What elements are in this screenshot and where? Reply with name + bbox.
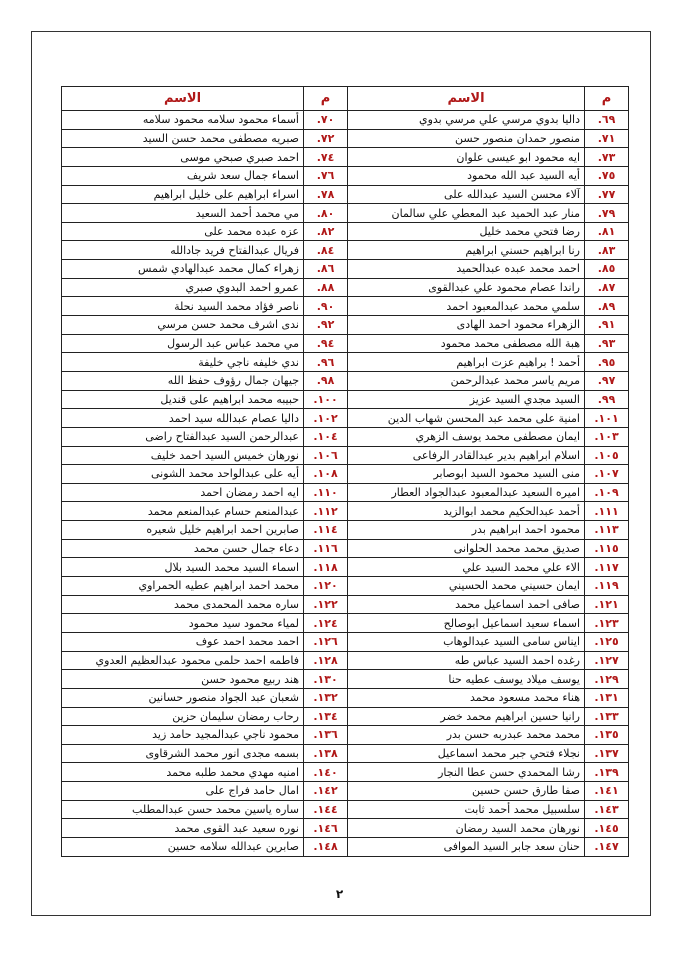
row-name: عبدالرحمن السيد عبدالفتاح راضى <box>62 427 304 446</box>
table-row <box>62 632 629 651</box>
row-name: فريال عبدالفتاح فريد جادالله <box>62 241 304 260</box>
row-name: رنا ابراهيم حسني ابراهيم <box>348 241 585 260</box>
table-row <box>62 166 629 185</box>
row-name: امال حامد فراج على <box>62 782 304 801</box>
row-number: ١٢٢. <box>304 595 348 614</box>
row-name: صابرين عبدالله سلامه حسين <box>62 837 304 856</box>
row-number: ١٠١. <box>585 409 629 428</box>
row-number: ٨٤. <box>304 241 348 260</box>
row-name: ايناس سامى السيد عبدالوهاب <box>348 632 585 651</box>
row-number: ١٤٣. <box>585 800 629 819</box>
table-row <box>62 371 629 390</box>
row-name: احمد محمد عبده عبدالحميد <box>348 260 585 279</box>
row-number: ١١٢. <box>304 502 348 521</box>
row-name: احمد صبري صبحي موسى <box>62 148 304 167</box>
row-number: ١٠٩. <box>585 483 629 502</box>
row-number: ١١١. <box>585 502 629 521</box>
row-name: رشا المحمدي حسن عطا النجار <box>348 763 585 782</box>
row-name: السيد مجدي السيد عزيز <box>348 390 585 409</box>
row-name: رضا فتحي محمد خليل <box>348 222 585 241</box>
row-number: ٨٣. <box>585 241 629 260</box>
table-row <box>62 744 629 763</box>
table-row <box>62 763 629 782</box>
row-name: ساره محمد المحمدى محمد <box>62 595 304 614</box>
row-name: دعاء جمال حسن محمد <box>62 539 304 558</box>
row-number: ٩٩. <box>585 390 629 409</box>
row-number: ١٢٩. <box>585 670 629 689</box>
row-name: رانيا حسين ابراهيم محمد خضر <box>348 707 585 726</box>
table-row <box>62 800 629 819</box>
table-row <box>62 222 629 241</box>
row-number: ١١٦. <box>304 539 348 558</box>
row-name: مي محمد أحمد السعيد <box>62 204 304 223</box>
table-row <box>62 483 629 502</box>
table-row <box>62 558 629 577</box>
row-name: يوسف ميلاد يوسف عطيه حنا <box>348 670 585 689</box>
row-number: ٧٣. <box>585 148 629 167</box>
table-row <box>62 707 629 726</box>
row-number: ٩٤. <box>304 334 348 353</box>
row-number: ٨٦. <box>304 260 348 279</box>
row-name: صافى احمد اسماعيل محمد <box>348 595 585 614</box>
row-name: عبدالمنعم حسام عبدالمنعم محمد <box>62 502 304 521</box>
table-row <box>62 111 629 130</box>
table-row <box>62 465 629 484</box>
row-number: ١٤١. <box>585 782 629 801</box>
row-number: ١٢٤. <box>304 614 348 633</box>
row-number: ١٤٥. <box>585 819 629 838</box>
table-row <box>62 316 629 335</box>
row-number: ٧٦. <box>304 166 348 185</box>
row-number: ١٢١. <box>585 595 629 614</box>
row-name: بسمه مجدى انور محمد الشرقاوى <box>62 744 304 763</box>
row-number: ٩٨. <box>304 371 348 390</box>
row-name: سلمي محمد عبدالمعبود احمد <box>348 297 585 316</box>
row-number: ١٣٧. <box>585 744 629 763</box>
row-number: ٨٥. <box>585 260 629 279</box>
row-number: ٩٦. <box>304 353 348 372</box>
row-number: ٩٣. <box>585 334 629 353</box>
row-name: مريم ياسر محمد عبدالرحمن <box>348 371 585 390</box>
row-number: ١٢٥. <box>585 632 629 651</box>
row-number: ١٠٥. <box>585 446 629 465</box>
row-number: ٨٩. <box>585 297 629 316</box>
row-number: ٩١. <box>585 316 629 335</box>
table-row <box>62 241 629 260</box>
table-row <box>62 353 629 372</box>
row-name: نورهان خميس السيد احمد خليف <box>62 446 304 465</box>
row-name: فاطمه احمد حلمى محمود عبدالعظيم العدوي <box>62 651 304 670</box>
row-number: ١٣٣. <box>585 707 629 726</box>
row-name: داليا عصام عبدالله سيد احمد <box>62 409 304 428</box>
row-name: ندي خليفه ناجي خليفة <box>62 353 304 372</box>
table-row <box>62 204 629 223</box>
row-number: ٧٢. <box>304 129 348 148</box>
row-number: ١١٧. <box>585 558 629 577</box>
row-name: هناء محمد مسعود محمد <box>348 688 585 707</box>
row-name: شعبان عبد الجواد منصور حسانين <box>62 688 304 707</box>
table-row <box>62 297 629 316</box>
row-name: ايه احمد رمضان احمد <box>62 483 304 502</box>
row-number: ٧٧. <box>585 185 629 204</box>
table-row <box>62 185 629 204</box>
row-number: ١٠٠. <box>304 390 348 409</box>
table-row <box>62 409 629 428</box>
row-name: نجلاء فتحي جبر محمد اسماعيل <box>348 744 585 763</box>
row-name: مي محمد عباس عبد الرسول <box>62 334 304 353</box>
table-row <box>62 390 629 409</box>
row-name: منصور حمدان منصور حسن <box>348 129 585 148</box>
row-number: ١٣٦. <box>304 726 348 745</box>
row-name: أيه على عبدالواحد محمد الشونى <box>62 465 304 484</box>
row-number: ١٢٠. <box>304 577 348 596</box>
table-row <box>62 278 629 297</box>
header-num-left: م <box>304 87 348 111</box>
row-number: ١٠٦. <box>304 446 348 465</box>
page-number: ٢ <box>335 887 344 901</box>
row-number: ١١٣. <box>585 521 629 540</box>
row-name: لمياء محمود سيد محمود <box>62 614 304 633</box>
table-row <box>62 148 629 167</box>
row-number: ٨٨. <box>304 278 348 297</box>
row-name: نوره سعيد عبد القوى محمد <box>62 819 304 838</box>
table-row <box>62 427 629 446</box>
row-number: ٩٥. <box>585 353 629 372</box>
row-name: عمرو احمد البدوي صبري <box>62 278 304 297</box>
row-name: آلاء محسن السيد عبدالله على <box>348 185 585 204</box>
row-number: ١٤٧. <box>585 837 629 856</box>
row-number: ١٤٨. <box>304 837 348 856</box>
table-row <box>62 595 629 614</box>
row-name: اسماء السيد محمد السيد بلال <box>62 558 304 577</box>
table-row <box>62 129 629 148</box>
table-row <box>62 688 629 707</box>
row-name: الاء علي محمد السيد علي <box>348 558 585 577</box>
row-number: ١٣٨. <box>304 744 348 763</box>
row-name: صفا طارق حسن حسين <box>348 782 585 801</box>
row-number: ١٤٦. <box>304 819 348 838</box>
row-name: جيهان جمال رؤوف حفظ الله <box>62 371 304 390</box>
row-name: منى السيد محمود السيد ابوصابر <box>348 465 585 484</box>
row-number: ١٠٨. <box>304 465 348 484</box>
row-number: ١٤٠. <box>304 763 348 782</box>
table-row <box>62 334 629 353</box>
row-number: ١٤٢. <box>304 782 348 801</box>
row-number: ٨٧. <box>585 278 629 297</box>
row-number: ١٠٣. <box>585 427 629 446</box>
row-number: ١٢٦. <box>304 632 348 651</box>
table-row <box>62 670 629 689</box>
row-number: ٧٠. <box>304 111 348 130</box>
row-name: أيه السيد عبد الله محمود <box>348 166 585 185</box>
row-name: راندا عصام محمود علي عبدالقوى <box>348 278 585 297</box>
row-name: سلسبيل محمد أحمد ثابت <box>348 800 585 819</box>
table-row <box>62 614 629 633</box>
row-number: ٧٤. <box>304 148 348 167</box>
row-name: اسماء سعيد اسماعيل ابوصالح <box>348 614 585 633</box>
row-number: ١٢٣. <box>585 614 629 633</box>
header-name-right: الاسم <box>348 87 585 111</box>
row-name: عزه عبده محمد على <box>62 222 304 241</box>
row-name: محمود ناجي عبدالمجيد حامد زيد <box>62 726 304 745</box>
row-name: رغده احمد السيد عباس طه <box>348 651 585 670</box>
row-name: اسراء ابراهيم على خليل ابراهيم <box>62 185 304 204</box>
row-number: ١٣١. <box>585 688 629 707</box>
header-num-right: م <box>585 87 629 111</box>
row-name: احمد محمد احمد عوف <box>62 632 304 651</box>
table-row <box>62 726 629 745</box>
row-number: ١٢٨. <box>304 651 348 670</box>
row-number: ١٠٢. <box>304 409 348 428</box>
row-name: اسماء جمال سعد شريف <box>62 166 304 185</box>
row-name: أسماء محمود سلامه محمود سلامه <box>62 111 304 130</box>
table-row <box>62 502 629 521</box>
row-name: هند ربيع محمود حسن <box>62 670 304 689</box>
row-name: داليا بدوي مرسي علي مرسي بدوي <box>348 111 585 130</box>
row-name: رحاب رمضان سليمان حزين <box>62 707 304 726</box>
row-name: الزهراء محمود احمد الهادى <box>348 316 585 335</box>
row-number: ٩٢. <box>304 316 348 335</box>
table-row <box>62 782 629 801</box>
row-number: ١٢٧. <box>585 651 629 670</box>
row-name: محمد احمد ابراهيم عطيه الحمراوي <box>62 577 304 596</box>
header-name-left: الاسم <box>62 87 304 111</box>
row-number: ١١٤. <box>304 521 348 540</box>
row-number: ٩٠. <box>304 297 348 316</box>
row-number: ٨١. <box>585 222 629 241</box>
row-number: ٩٧. <box>585 371 629 390</box>
row-name: ايه محمود ابو عيسى علوان <box>348 148 585 167</box>
row-number: ٦٩. <box>585 111 629 130</box>
row-name: نورهان محمد السيد رمضان <box>348 819 585 838</box>
row-number: ١٣٠. <box>304 670 348 689</box>
row-number: ٨٠. <box>304 204 348 223</box>
row-name: صبريه مصطفى محمد حسن السيد <box>62 129 304 148</box>
row-name: أحمد ! براهيم عزت ابراهيم <box>348 353 585 372</box>
row-name: امنية على محمد عبد المحسن شهاب الدين <box>348 409 585 428</box>
row-number: ١٠٤. <box>304 427 348 446</box>
row-name: محمود احمد ابراهيم بدر <box>348 521 585 540</box>
row-name: ايمان مصطفى محمد يوسف الزهري <box>348 427 585 446</box>
table-row <box>62 260 629 279</box>
table-row <box>62 521 629 540</box>
row-name: ايمان حسيني محمد الحسيني <box>348 577 585 596</box>
row-name: ندى اشرف محمد حسن مرسي <box>62 316 304 335</box>
row-name: اميره السعيد عبدالمعبود عبدالجواد العطار <box>348 483 585 502</box>
row-name: ساره ياسين محمد حسن عبدالمطلب <box>62 800 304 819</box>
row-name: امنيه مهدي محمد طلبه محمد <box>62 763 304 782</box>
row-name: ناصر فؤاد محمد السيد نحلة <box>62 297 304 316</box>
row-number: ١٣٩. <box>585 763 629 782</box>
row-number: ١١٨. <box>304 558 348 577</box>
table-row <box>62 819 629 838</box>
row-number: ٧١. <box>585 129 629 148</box>
table-row <box>62 651 629 670</box>
row-number: ١٠٧. <box>585 465 629 484</box>
row-name: هبة الله مصطفى محمد محمود <box>348 334 585 353</box>
row-name: حبيبه محمد ابراهيم على قنديل <box>62 390 304 409</box>
table-row <box>62 539 629 558</box>
table-row <box>62 837 629 856</box>
row-name: اسلام ابراهيم بدير عبدالقادر الرفاعى <box>348 446 585 465</box>
table-row <box>62 577 629 596</box>
row-number: ١٣٢. <box>304 688 348 707</box>
row-name: زهراء كمال محمد عبدالهادي شمس <box>62 260 304 279</box>
table-header-row <box>62 87 629 111</box>
row-name: أحمد عبدالحكيم محمد ابوالزيد <box>348 502 585 521</box>
row-number: ١٤٤. <box>304 800 348 819</box>
row-number: ٧٥. <box>585 166 629 185</box>
table-row <box>62 446 629 465</box>
row-name: حنان سعد جابر السيد الموافى <box>348 837 585 856</box>
names-table <box>61 86 629 857</box>
row-number: ٧٩. <box>585 204 629 223</box>
row-number: ١٣٥. <box>585 726 629 745</box>
row-number: ١١٥. <box>585 539 629 558</box>
row-name: صديق محمد محمد الحلوانى <box>348 539 585 558</box>
row-name: محمد محمد عبدربه حسن بدر <box>348 726 585 745</box>
row-number: ١٣٤. <box>304 707 348 726</box>
row-number: ٨٢. <box>304 222 348 241</box>
row-number: ١١٠. <box>304 483 348 502</box>
row-name: صابرين احمد ابراهيم خليل شعيره <box>62 521 304 540</box>
row-name: منار عبد الحميد عبد المعطي علي سالمان <box>348 204 585 223</box>
row-number: ١١٩. <box>585 577 629 596</box>
row-number: ٧٨. <box>304 185 348 204</box>
